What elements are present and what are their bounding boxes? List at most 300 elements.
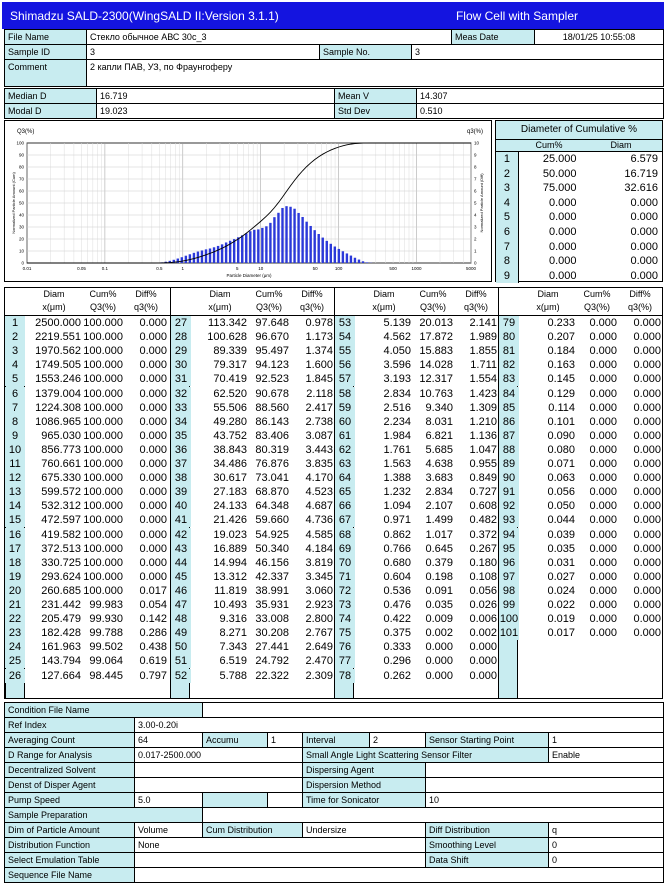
table-row	[499, 471, 663, 485]
row-diff-percent: 0.000	[633, 458, 661, 470]
row-index: 16	[5, 528, 25, 542]
table-row	[499, 612, 663, 626]
sequence-file-label: Sequence File Name	[5, 868, 135, 883]
row-diameter: 0.080	[547, 443, 575, 456]
row-cum-percent: 1.499	[425, 514, 453, 527]
averaging-count-label: Averaging Count	[5, 733, 135, 748]
row-index: 9	[5, 429, 25, 443]
row-diff-percent: 0.000	[633, 359, 661, 372]
row-diff-percent: 0.026	[469, 599, 497, 611]
row-diff-percent: 0.000	[139, 556, 167, 569]
table-row	[171, 654, 335, 668]
row-cum-percent: 0.000	[589, 317, 617, 329]
right-axis-title: q3(%)	[467, 129, 484, 135]
std-dev-value: 0.510	[417, 104, 664, 119]
row-cum-percent: 15.883	[419, 345, 453, 358]
row-index: 12	[5, 471, 25, 485]
row-index: 15	[5, 513, 25, 527]
cum-row-percent: 25.000	[542, 153, 577, 165]
row-index: 31	[171, 372, 191, 386]
row-index: 69	[335, 542, 355, 556]
row-diff-percent: 0.000	[633, 387, 661, 400]
row-diameter: 0.262	[383, 669, 411, 682]
column-header	[125, 288, 167, 316]
row-index: 8	[5, 415, 25, 429]
row-index: 52	[171, 669, 191, 683]
histogram-bar	[269, 223, 271, 263]
row-diameter: 675.330	[41, 472, 81, 485]
row-cum-percent: 0.000	[589, 458, 617, 470]
row-diff-percent: 4.585	[305, 528, 333, 541]
row-cum-percent: 8.031	[425, 415, 453, 428]
table-row	[5, 669, 169, 683]
row-diff-percent: 4.687	[305, 500, 333, 513]
row-index: 29	[171, 344, 191, 358]
column-header-label: Diam	[537, 289, 559, 299]
row-cum-percent: 0.000	[589, 331, 617, 344]
row-diff-percent: 0.000	[139, 387, 167, 400]
row-index: 27	[171, 316, 191, 330]
table-row	[5, 443, 169, 457]
table-row	[335, 513, 499, 527]
y-right-axis-label: Normalized Particle Amount (Diff)	[479, 173, 484, 233]
row-cum-percent: 86.143	[255, 415, 289, 428]
distribution-table	[4, 287, 663, 699]
row-diameter: 21.426	[213, 514, 247, 527]
row-cum-percent: 0.000	[589, 542, 617, 555]
row-diff-percent: 4.170	[305, 472, 333, 485]
row-cum-percent: 83.406	[255, 429, 289, 442]
table-row	[335, 429, 499, 443]
row-cum-percent: 0.198	[425, 570, 453, 583]
row-index: 86	[499, 415, 519, 429]
row-index: 38	[171, 471, 191, 485]
column-header-label: Diam	[373, 289, 395, 299]
histogram-bar	[213, 247, 215, 263]
row-diff-percent: 0.000	[139, 345, 167, 358]
row-diff-percent: 0.000	[633, 570, 661, 583]
row-index: 54	[335, 330, 355, 344]
table-row	[499, 485, 663, 499]
row-diameter: 2500.000	[35, 317, 81, 329]
row-index: 25	[5, 654, 25, 668]
row-diameter: 231.442	[41, 599, 81, 611]
row-index: 56	[335, 358, 355, 372]
row-cum-percent: 96.670	[255, 331, 289, 344]
cum-row-percent: 50.000	[542, 167, 577, 180]
row-index: 18	[5, 556, 25, 570]
y-left-tick-label: 100	[16, 140, 24, 146]
row-index: 74	[335, 612, 355, 626]
table-row	[499, 584, 663, 598]
diff-distribution-label: Diff Distribution	[426, 823, 549, 838]
sample-prep-label: Sample Preparation	[5, 808, 203, 823]
row-cum-percent: 24.792	[255, 655, 289, 668]
denst-agent-label: Denst of Disper Agent	[5, 778, 135, 793]
column-header-label: Diff%	[301, 289, 323, 299]
row-diff-percent: 0.000	[633, 472, 661, 485]
row-cum-percent: 0.035	[425, 599, 453, 611]
row-cum-percent: 90.678	[255, 387, 289, 400]
row-diameter: 100.628	[207, 331, 247, 344]
row-cum-percent: 30.208	[255, 627, 289, 640]
table-row	[171, 358, 335, 372]
histogram-bar	[293, 209, 295, 263]
row-cum-percent: 100.000	[83, 331, 123, 344]
table-row	[499, 499, 663, 513]
row-cum-percent: 0.379	[425, 556, 453, 569]
column-header-label: Diff%	[629, 289, 651, 299]
row-diff-percent: 0.000	[633, 345, 661, 358]
column-header	[83, 288, 123, 316]
row-index: 70	[335, 556, 355, 570]
small-angle-value: Enable	[549, 748, 664, 763]
row-diff-percent: 2.923	[305, 599, 333, 611]
row-diff-percent: 0.955	[469, 458, 497, 470]
cum-row-diameter: 0.000	[630, 211, 658, 224]
row-index: 50	[171, 640, 191, 654]
table-row	[171, 570, 335, 584]
row-diameter: 113.342	[208, 317, 247, 329]
row-diameter: 4.050	[383, 345, 411, 358]
row-cum-percent: 0.000	[589, 472, 617, 485]
row-cum-percent: 100.000	[83, 387, 123, 400]
row-cum-percent: 0.000	[589, 373, 617, 386]
row-cum-percent: 98.445	[89, 669, 123, 682]
row-diameter: 38.843	[213, 443, 247, 456]
d-range-value: 0.017-2500.000	[135, 748, 303, 763]
modal-d-label: Modal D	[5, 104, 97, 119]
row-index: 71	[335, 570, 355, 584]
histogram-bar	[277, 213, 279, 263]
histogram-bar	[217, 246, 219, 263]
row-diff-percent: 0.000	[139, 472, 167, 485]
modal-d-value: 19.023	[97, 104, 335, 119]
table-row	[335, 358, 499, 372]
row-diff-percent: 0.000	[633, 317, 661, 329]
row-diameter: 0.129	[547, 387, 575, 400]
histogram-bar	[177, 259, 179, 263]
row-diameter: 11.819	[214, 584, 247, 597]
table-row	[5, 612, 169, 626]
row-index: 65	[335, 485, 355, 499]
sample-id-label: Sample ID	[5, 45, 87, 60]
table-row	[335, 316, 499, 330]
cum-row-diameter: 0.000	[630, 196, 658, 209]
row-cum-percent: 100.000	[83, 359, 123, 372]
row-index: 46	[171, 584, 191, 598]
table-row	[5, 387, 169, 401]
smoothing-level-value: 0	[549, 838, 664, 853]
y-right-tick-label: 9	[474, 152, 477, 158]
cum-row-index: 6	[496, 225, 519, 240]
table-row	[171, 344, 335, 358]
row-diff-percent: 2.309	[305, 669, 333, 682]
row-index: 23	[5, 626, 25, 640]
row-diameter: 372.513	[41, 542, 81, 555]
row-diff-percent: 3.087	[305, 429, 333, 442]
x-tick-label: 0.5	[156, 266, 163, 271]
row-diameter: 43.752	[213, 429, 247, 442]
histogram-bar	[342, 251, 344, 263]
row-diff-percent: 0.000	[633, 584, 661, 597]
row-diameter: 27.183	[213, 486, 247, 499]
x-tick-label: 1	[181, 266, 185, 271]
row-diameter: 0.971	[383, 514, 411, 527]
row-index: 82	[499, 358, 519, 372]
interval-label: Interval	[303, 733, 370, 748]
table-row	[335, 612, 499, 626]
cumulative-header	[496, 140, 662, 152]
row-index: 100	[499, 613, 519, 626]
cum-row-index: 2	[496, 167, 519, 182]
table-row	[335, 528, 499, 542]
table-row	[171, 513, 335, 527]
row-diameter: 965.030	[41, 429, 81, 442]
y-left-tick-label: 0	[21, 260, 24, 266]
row-diameter: 1.984	[383, 429, 411, 442]
sample-no-label: Sample No.	[320, 45, 412, 60]
table-row	[5, 344, 169, 358]
row-diff-percent: 2.417	[305, 401, 333, 414]
cum-row-percent: 0.000	[548, 269, 577, 282]
histogram-bar	[273, 217, 275, 263]
row-diameter: 4.562	[383, 331, 411, 344]
row-diameter: 0.296	[383, 655, 411, 668]
table-row	[5, 584, 169, 598]
column-header-unit: x(μm)	[42, 302, 66, 312]
table-row	[5, 429, 169, 443]
table-row	[171, 499, 335, 513]
x-tick-label: 0.01	[22, 266, 32, 271]
row-index: 26	[5, 669, 25, 683]
row-diameter: 0.375	[383, 627, 411, 640]
row-cum-percent: 99.502	[89, 641, 123, 654]
row-diff-percent: 3.060	[305, 584, 333, 597]
table-row	[5, 330, 169, 344]
row-diameter: 89.339	[213, 345, 247, 358]
median-d-value: 16.719	[97, 89, 335, 104]
y-left-tick-label: 30	[18, 224, 24, 230]
histogram-bar	[326, 241, 328, 263]
row-cum-percent: 0.000	[589, 486, 617, 499]
table-row	[171, 556, 335, 570]
histogram-bar	[346, 253, 348, 263]
x-tick-label: 0.05	[77, 266, 86, 271]
row-diameter: 1.761	[383, 443, 411, 456]
row-diff-percent: 0.000	[139, 359, 167, 372]
decentralized-solvent-label: Decentralized Solvent	[5, 763, 135, 778]
info-table	[4, 29, 664, 87]
row-diff-percent: 1.989	[469, 331, 497, 344]
row-diff-percent: 2.738	[305, 415, 333, 428]
cum-row-index: 4	[496, 196, 519, 211]
row-cum-percent: 50.340	[255, 542, 289, 555]
row-cum-percent: 38.991	[255, 584, 289, 597]
row-cum-percent: 64.348	[255, 500, 289, 513]
row-index: 83	[499, 372, 519, 386]
row-index: 4	[5, 358, 25, 372]
row-cum-percent: 99.930	[89, 613, 123, 626]
row-diameter: 0.019	[547, 613, 575, 626]
row-diff-percent: 1.210	[469, 415, 497, 428]
histogram-bar	[185, 256, 187, 263]
row-diff-percent: 2.800	[305, 613, 333, 626]
table-row	[499, 556, 663, 570]
table-row	[499, 372, 663, 386]
title-bar	[2, 2, 664, 29]
row-index: 13	[5, 485, 25, 499]
row-diff-percent: 0.000	[633, 556, 661, 569]
row-index: 33	[171, 401, 191, 415]
row-index: 11	[5, 457, 25, 471]
row-cum-percent: 100.000	[83, 584, 123, 597]
row-diff-percent: 0.002	[469, 627, 497, 640]
x-tick-label: 5	[236, 266, 239, 271]
row-cum-percent: 20.013	[419, 317, 453, 329]
table-row	[335, 570, 499, 584]
row-diff-percent: 0.000	[633, 373, 661, 386]
row-cum-percent: 0.000	[589, 429, 617, 442]
row-cum-percent: 100.000	[83, 415, 123, 428]
row-diameter: 6.519	[219, 655, 247, 668]
row-cum-percent: 5.685	[425, 443, 453, 456]
table-row	[171, 316, 335, 330]
row-diameter: 0.207	[547, 331, 575, 344]
row-index: 76	[335, 640, 355, 654]
table-row	[335, 556, 499, 570]
table-row	[335, 669, 499, 683]
row-index: 40	[171, 499, 191, 513]
table-row	[5, 485, 169, 499]
meas-date-value: 18/01/25 10:55:08	[535, 30, 664, 45]
row-index: 64	[335, 471, 355, 485]
row-diameter: 293.624	[41, 570, 81, 583]
row-index: 53	[335, 316, 355, 330]
row-diameter: 0.233	[547, 317, 575, 329]
column-header-label: Diam	[209, 289, 231, 299]
row-cum-percent: 0.000	[589, 401, 617, 414]
cumulative-row	[496, 210, 662, 225]
row-index: 32	[171, 387, 191, 401]
row-diff-percent: 0.608	[469, 500, 497, 513]
row-diff-percent: 0.000	[139, 331, 167, 344]
row-index: 97	[499, 570, 519, 584]
y-right-tick-label: 6	[474, 188, 477, 194]
row-cum-percent: 0.091	[425, 584, 453, 597]
row-diff-percent: 0.000	[139, 514, 167, 527]
row-diff-percent: 0.286	[139, 627, 167, 640]
dim-particle-label: Dim of Particle Amount	[5, 823, 135, 838]
cum-distribution-value: Undersize	[303, 823, 426, 838]
row-index: 67	[335, 513, 355, 527]
row-index: 63	[335, 457, 355, 471]
table-row	[499, 415, 663, 429]
column-header	[291, 288, 333, 316]
table-row	[335, 457, 499, 471]
pump-speed-label: Pump Speed	[5, 793, 135, 808]
y-left-tick-label: 90	[18, 152, 24, 158]
row-diff-percent: 0.372	[469, 528, 497, 541]
cum-row-diameter: 32.616	[624, 182, 658, 195]
row-diff-percent: 1.136	[469, 429, 497, 442]
row-diameter: 760.661	[41, 458, 81, 470]
row-diameter: 3.596	[383, 359, 411, 372]
dispersing-agent-label: Dispersing Agent	[303, 763, 426, 778]
row-index: 85	[499, 401, 519, 415]
y-right-tick-label: 3	[474, 224, 477, 230]
row-diameter: 472.597	[41, 514, 81, 527]
column-header-label: Diff%	[465, 289, 487, 299]
row-diff-percent: 0.000	[139, 401, 167, 414]
row-index: 41	[171, 513, 191, 527]
row-cum-percent: 100.000	[83, 500, 123, 513]
row-diameter: 127.664	[41, 669, 81, 682]
row-index: 35	[171, 429, 191, 443]
row-diff-percent: 0.438	[139, 641, 167, 654]
row-cum-percent: 100.000	[83, 486, 123, 499]
row-index: 3	[5, 344, 25, 358]
table-row	[499, 316, 663, 330]
row-cum-percent: 14.028	[419, 359, 453, 372]
row-index: 78	[335, 669, 355, 683]
row-diameter: 3.193	[383, 373, 411, 386]
row-index: 75	[335, 626, 355, 640]
row-diff-percent: 3.835	[305, 458, 333, 470]
row-diff-percent: 1.423	[469, 387, 497, 400]
sample-id-value: 3	[87, 45, 320, 60]
row-cum-percent: 0.000	[425, 641, 453, 654]
column-header-label: Diff%	[135, 289, 157, 299]
cumulative-row	[496, 167, 662, 182]
row-diameter: 419.582	[41, 528, 81, 541]
table-row	[499, 513, 663, 527]
row-diameter: 0.050	[547, 500, 575, 513]
row-diameter: 62.520	[213, 387, 247, 400]
row-diameter: 1.563	[383, 458, 411, 470]
row-diff-percent: 0.000	[633, 331, 661, 344]
y-left-tick-label: 50	[18, 200, 24, 206]
row-diff-percent: 0.000	[139, 542, 167, 555]
row-cum-percent: 100.000	[83, 373, 123, 386]
row-diff-percent: 0.000	[633, 401, 661, 414]
row-cum-percent: 27.441	[255, 641, 289, 654]
y-left-tick-label: 10	[18, 248, 24, 254]
row-diff-percent: 0.619	[139, 655, 167, 668]
cum-row-percent: 75.000	[542, 182, 577, 195]
row-diff-percent: 0.180	[469, 556, 497, 569]
row-diameter: 1970.562	[35, 345, 81, 358]
row-diff-percent: 0.000	[633, 627, 661, 640]
column-header-unit: Q3(%)	[89, 302, 116, 312]
column-header	[193, 288, 247, 316]
column-header-label: Diam	[43, 289, 65, 299]
median-d-label: Median D	[5, 89, 97, 104]
histogram-bar	[221, 244, 223, 263]
cum-row-percent: 0.000	[548, 240, 577, 253]
row-diameter: 0.163	[547, 359, 575, 372]
row-cum-percent: 99.983	[89, 599, 123, 611]
row-index: 99	[499, 598, 519, 612]
histogram-bar	[330, 244, 332, 263]
y-left-tick-label: 70	[18, 176, 24, 182]
histogram-bar	[205, 249, 207, 263]
table-row	[5, 415, 169, 429]
row-diameter: 0.071	[547, 458, 575, 470]
row-index: 57	[335, 372, 355, 386]
table-row	[5, 316, 169, 330]
histogram-bar	[318, 234, 320, 263]
